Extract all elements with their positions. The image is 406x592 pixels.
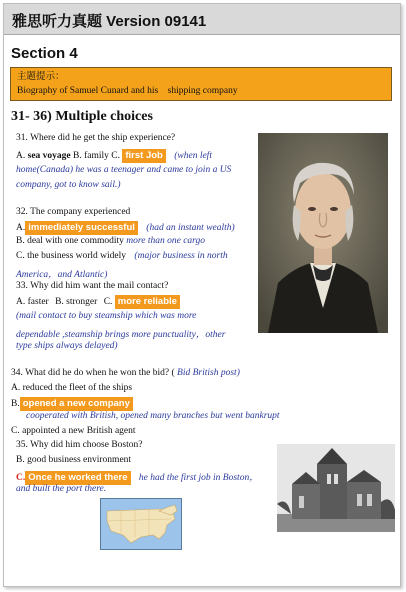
q35-option-c	[16, 469, 259, 485]
q35-option-c-prefix: C.	[16, 473, 26, 483]
q31-option-a: sea voyage	[27, 151, 71, 161]
q33-option-b: B. stronger	[55, 297, 98, 307]
q34-question	[11, 368, 240, 378]
multiple-choice-heading: 31- 36) Multiple choices	[11, 109, 153, 124]
q33-note-line2: dependable ,steamship brings more punctuality，other	[16, 330, 226, 340]
q35-note-line2: and built the port there.	[16, 484, 107, 494]
q33-option-a: A. faster	[16, 297, 49, 307]
topic-hint-box	[10, 67, 392, 101]
q32-note-b: more than one cargo	[126, 236, 206, 246]
church-image	[277, 444, 395, 532]
title-bar	[4, 4, 400, 35]
q31-options	[16, 149, 212, 163]
q34-note-b: cooperated with British, opened many branches but went bankrupt	[26, 411, 280, 421]
church-illustration	[277, 444, 395, 532]
q31-note-line3: company, got to know sail.)	[16, 180, 121, 190]
q34-option-a: A. reduced the fleet of the ships	[11, 383, 133, 393]
q32-note-c: (major business in north	[134, 251, 228, 261]
q35-note: he had the first job in Boston，	[138, 473, 259, 483]
q31-option-b: B. family	[73, 151, 109, 161]
q34-option-b-prefix: B.	[11, 399, 20, 409]
q34-option-c: C. appointed a new British agent	[11, 426, 136, 436]
q32-question: 32. The company experienced	[16, 207, 131, 217]
page-title: 雅思听力真题 Version 09141	[12, 13, 207, 30]
q31-note-line2: home(Canada) he was a teenager and came to join a US	[16, 165, 232, 175]
q34-question-text: 34. What did he do when he won the bid? (	[11, 368, 175, 378]
q32-option-a	[16, 221, 235, 235]
section-heading: Section 4	[11, 45, 78, 62]
q32-note-c-line2: America，and Atlantic)	[16, 270, 108, 280]
q33-answer: more reliable	[115, 295, 180, 309]
q33-note-line1: (mail contact to buy steamship which was more	[16, 311, 197, 321]
q35-option-b: B. good business environment	[16, 455, 132, 465]
q32-option-b	[16, 236, 205, 246]
us-map-image	[100, 498, 182, 550]
q32-option-a-prefix: A.	[16, 223, 26, 233]
q34-answer: opened a new company	[20, 397, 133, 411]
q32-option-b-text: B. deal with one commodity	[16, 236, 124, 246]
q31-option-a-prefix: A.	[16, 151, 28, 161]
q34-option-b	[11, 397, 133, 411]
q33-question: 33. Why did him want the mail contact?	[16, 281, 169, 291]
us-map-illustration	[101, 499, 181, 549]
hint-text: Biography of Samuel Cunard and his shipping company	[17, 86, 238, 96]
q33-note-line3: type ships always delayed)	[16, 341, 118, 351]
q31-question: 31. Where did he get the ship experience?	[16, 133, 176, 143]
hint-label: 主题提示：	[17, 72, 65, 82]
q32-option-c-text: C. the business world widely	[16, 251, 127, 261]
q31-answer: first Job	[122, 149, 165, 163]
q32-option-c	[16, 251, 228, 261]
q32-note-a: (had an instant wealth)	[146, 223, 235, 233]
q31-note: (when left	[174, 151, 212, 161]
q33-options	[16, 295, 180, 309]
q35-answer: Once he worked there	[25, 471, 130, 485]
q33-option-c-prefix: C.	[103, 297, 113, 307]
q32-answer: immediately successful	[25, 221, 138, 235]
q35-question: 35. Why did him choose Boston?	[16, 440, 143, 450]
portrait-illustration	[258, 133, 388, 333]
portrait-image	[258, 133, 388, 333]
q31-option-c-prefix: C.	[111, 151, 120, 161]
q34-question-note: Bid British post)	[177, 368, 240, 378]
